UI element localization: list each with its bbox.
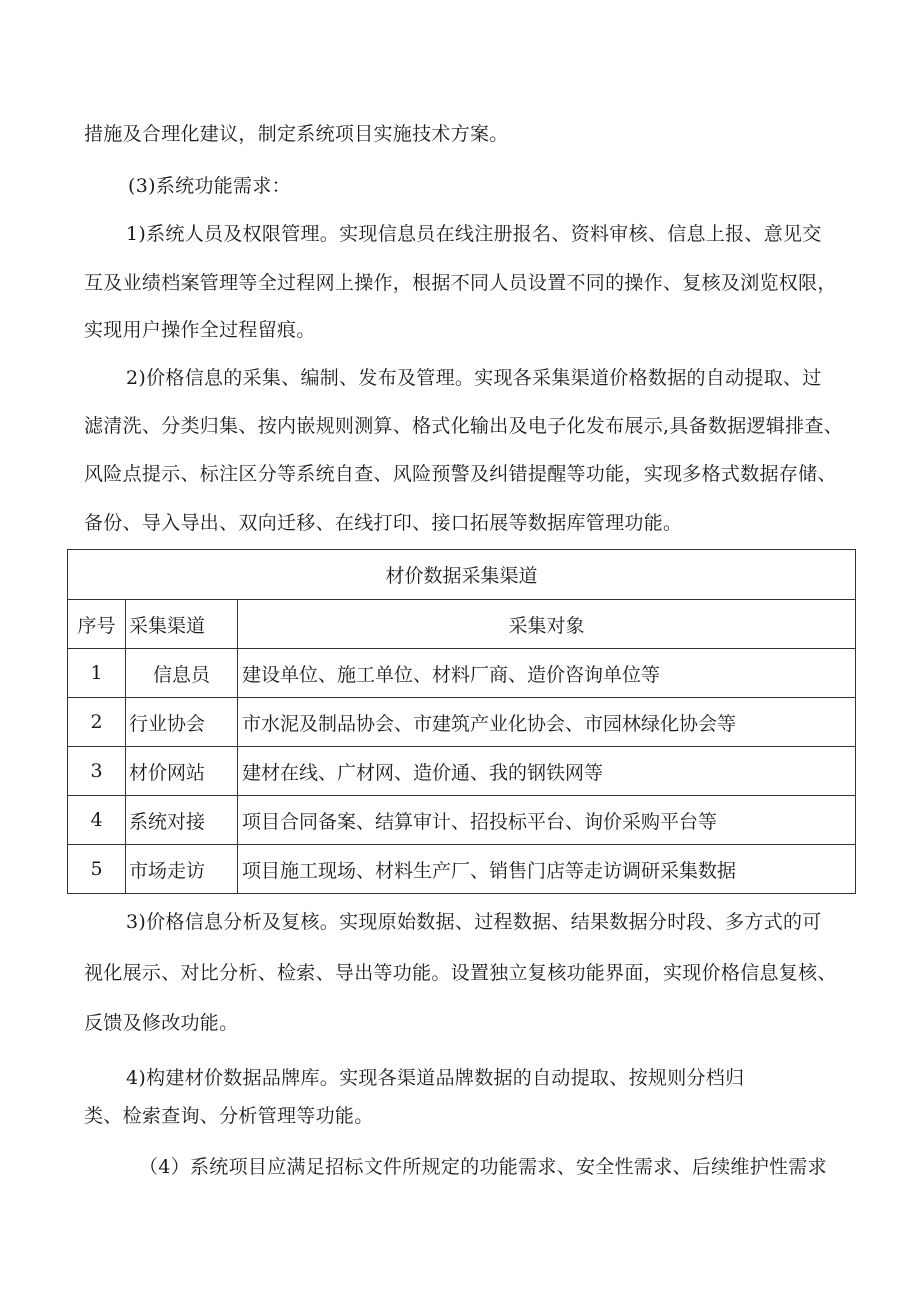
header-index: 序号 (68, 600, 126, 649)
header-channel: 采集渠道 (126, 600, 238, 649)
paragraph-line: 措施及合理化建议，制定系统项目实施技术方案。 (84, 123, 509, 145)
row-channel: 信息员 (126, 649, 238, 698)
paragraph-line: 3)价格信息分析及复核。实现原始数据、过程数据、结果数据分时段、多方式的可 (126, 911, 822, 933)
row-channel: 材价网站 (126, 747, 238, 796)
row-target: 项目施工现场、材料生产厂、销售门店等走访调研采集数据 (238, 845, 856, 894)
row-index: 1 (68, 649, 126, 698)
table-row (68, 796, 856, 845)
paragraph-line: 反馈及修改功能。 (84, 1012, 239, 1034)
section-heading: (3)系统功能需求： (128, 175, 291, 197)
table-row (68, 845, 856, 894)
paragraph-line: 互及业绩档案管理等全过程网上操作，根据不同人员设置不同的操作、复核及浏览权限， (84, 272, 837, 294)
row-index: 5 (68, 845, 126, 894)
paragraph-line: 备份、导入导出、双向迁移、在线打印、接口拓展等数据库管理功能。 (84, 512, 683, 534)
paragraph-line: 滤清洗、分类归集、按内嵌规则测算、格式化输出及电子化发布展示,具备数据逻辑排查、 (84, 415, 844, 437)
paragraph-line: 1)系统人员及权限管理。实现信息员在线注册报名、资料审核、信息上报、意见交 (126, 223, 822, 245)
paragraph-line: 实现用户操作全过程留痕。 (84, 319, 316, 341)
row-channel: 系统对接 (126, 796, 238, 845)
table-row (68, 649, 856, 698)
header-target: 采集对象 (238, 600, 856, 649)
row-index: 2 (68, 698, 126, 747)
row-index: 3 (68, 747, 126, 796)
row-index: 4 (68, 796, 126, 845)
table-row (68, 747, 856, 796)
paragraph-line: 风险点提示、标注区分等系统自查、风险预警及纠错提醒等功能，实现多格式数据存储、 (84, 463, 837, 485)
paragraph-line: 视化展示、对比分析、检索、导出等功能。设置独立复核功能界面，实现价格信息复核、 (84, 962, 837, 984)
paragraph-line: 2)价格信息的采集、编制、发布及管理。实现各采集渠道价格数据的自动提取、过 (126, 367, 822, 389)
table-row (68, 698, 856, 747)
row-target: 建材在线、广材网、造价通、我的钢铁网等 (238, 747, 856, 796)
paragraph-line: 4)构建材价数据品牌库。实现各渠道品牌数据的自动提取、按规则分档归 (126, 1067, 745, 1089)
table-caption: 材价数据采集渠道 (68, 550, 856, 600)
paragraph-line: 类、检索查询、分析管理等功能。 (84, 1105, 374, 1127)
row-channel: 行业协会 (126, 698, 238, 747)
row-target: 市水泥及制品协会、市建筑产业化协会、市园林绿化协会等 (238, 698, 856, 747)
row-target: 项目合同备案、结算审计、招投标平台、询价采购平台等 (238, 796, 856, 845)
paragraph-line: （4）系统项目应满足招标文件所规定的功能需求、安全性需求、后续维护性需求 (139, 1156, 827, 1178)
row-target: 建设单位、施工单位、材料厂商、造价咨询单位等 (238, 649, 856, 698)
table-caption-row (68, 550, 856, 600)
row-channel: 市场走访 (126, 845, 238, 894)
material-price-channel-table (67, 549, 856, 894)
table-header-row (68, 600, 856, 649)
